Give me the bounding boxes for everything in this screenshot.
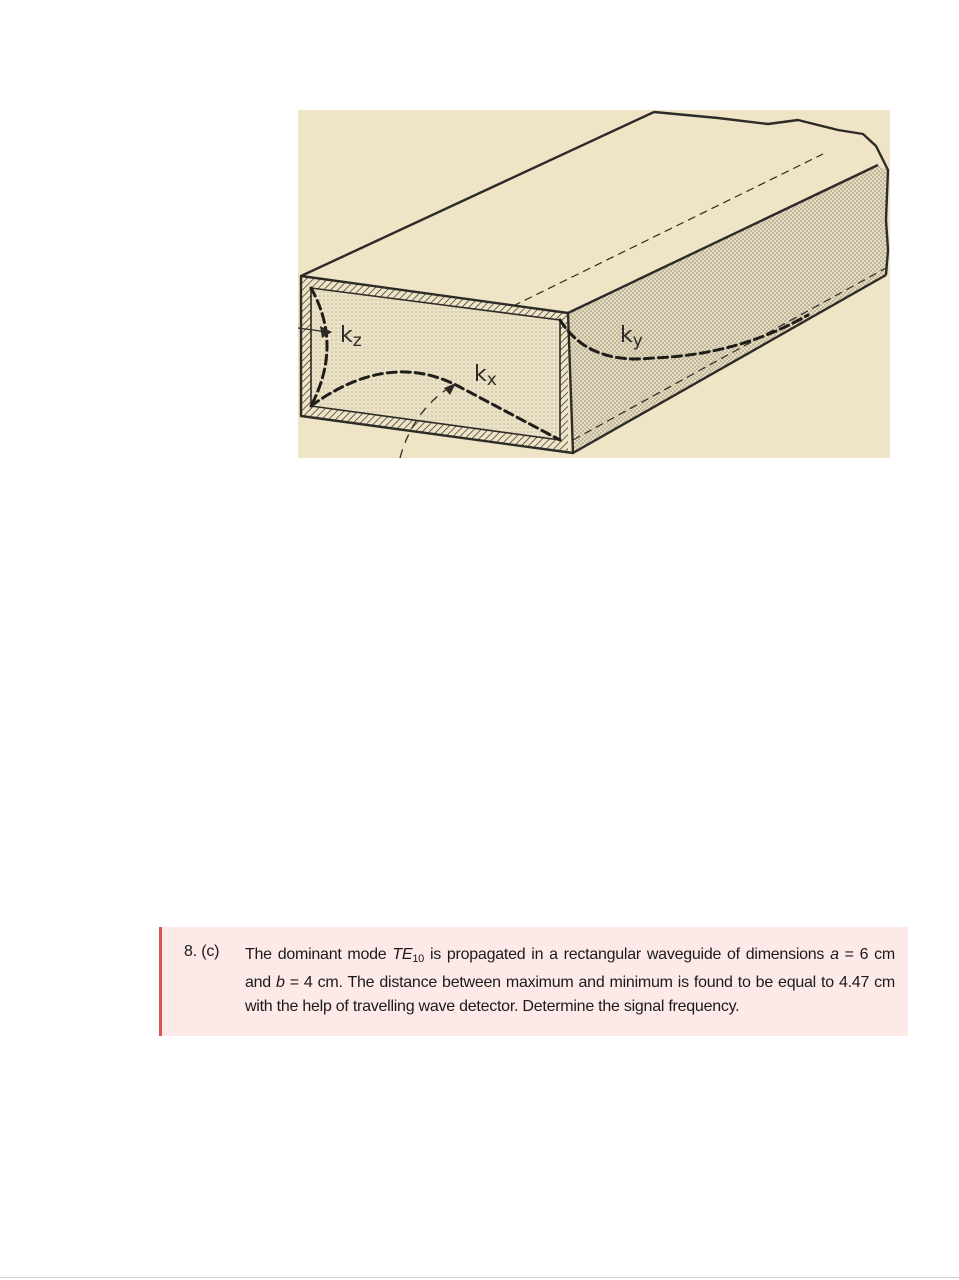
kz-label: $k_z$ — [340, 323, 362, 351]
question-box — [159, 927, 908, 1036]
waveguide-figure — [298, 110, 890, 458]
page-bottom-divider — [0, 1277, 959, 1278]
question-text: The dominant mode $TE_{10}$ is propagated in a rectangular waveguide of dimensions a = 6 cm and b = 4 cm. The distance between maximum and minimum is found to be equal to 4.47 cm with the help of travelling wave detector. Determine the signal frequency. — [245, 946, 896, 1015]
question-number: 8. (c) — [184, 943, 220, 960]
waveguide-drawing — [298, 110, 890, 458]
kx-label: $k_x$ — [474, 362, 497, 390]
ky-label: $k_y$ — [620, 323, 643, 351]
